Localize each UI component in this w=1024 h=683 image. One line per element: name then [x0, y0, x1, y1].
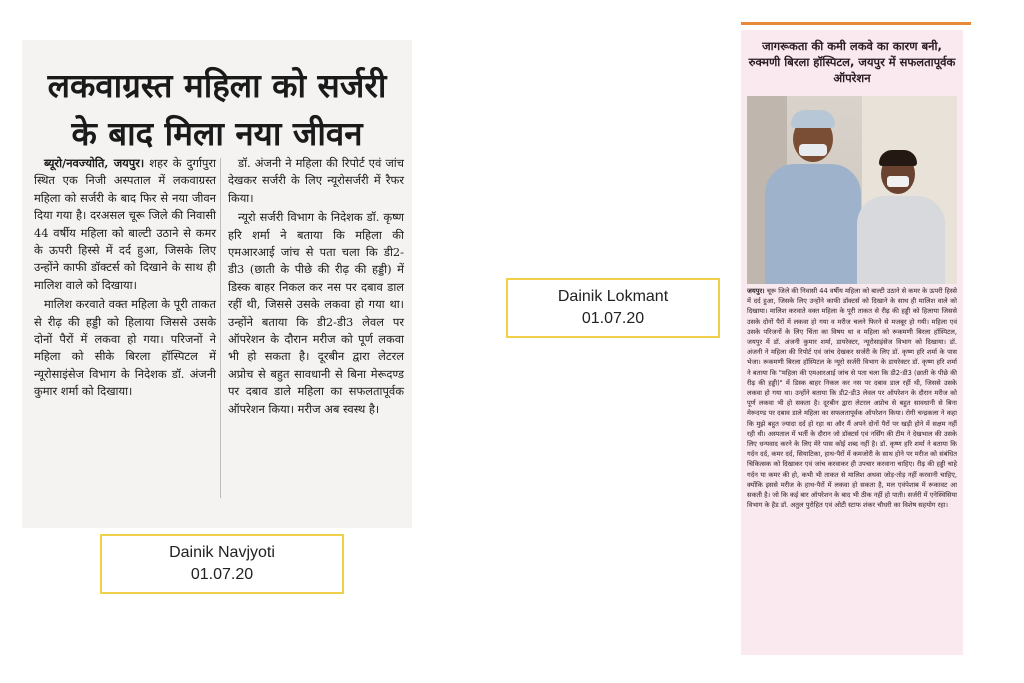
- news-clipping-lokmant: [741, 30, 963, 655]
- patient-hair: [879, 150, 917, 166]
- news-clipping-navjyoti: [22, 40, 412, 528]
- article-body: [747, 286, 957, 648]
- article-paragraph: ब्यूरो/नवज्योति, जयपुर। शहर के दुर्गापुरा स्थित एक निजी अस्पताल में लकवाग्रस्त महिला को सर्जरी के बाद फिर से नया जीवन दिया गया है। दरअसल चूरू जिले की निवासी 44 वर्षीय महिला को बाल्टी उठाने से कमर के ऊपरी हिस्से में दर्द हुआ, जिसके लिए उन्होंने काफी डॉक्टर्स को दिखाने के साथ ही मालिश वाले को दिखाया।: [34, 156, 217, 292]
- clipping-headline: जागरूकता की कमी लकवे का कारण बनी, रुक्मणी बिरला हॉस्पिटल, जयपुर में सफलतापूर्वक ऑपरेशन: [748, 39, 956, 85]
- source-label-navjyoti: [100, 534, 344, 594]
- article-column-2: [228, 155, 404, 420]
- source-date: 01.07.20: [190, 566, 254, 583]
- headline-line-2: के बाद मिला नया जीवन: [71, 114, 363, 153]
- doctor-mask: [799, 144, 827, 156]
- headline-line-1: लकवाग्रस्त महिला को सर्जरी: [47, 66, 387, 105]
- dateline: जयपुर।: [747, 287, 765, 295]
- article-column-1: [34, 155, 216, 403]
- dateline: ब्यूरो/नवज्योति, जयपुर।: [44, 156, 145, 170]
- article-paragraph: डॉ. अंजनी ने महिला की रिपोर्ट एवं जांच देखकर सर्जरी के लिए न्यूरोसर्जरी में रैफर किया।: [228, 156, 404, 205]
- article-paragraph: मालिश करवाते वक्त महिला के पूरी ताकत से रीढ़ की हड्डी को हिलाया जिससे उसके दोनों पैरों में लकवा हो गया। परिजनों ने महिला को सीके बिरला हॉस्पिटल में न्यूरोसाइंसेज विभाग के निदेशक डॉ. अंजनी कुमार शर्मा को दिखाया।: [34, 297, 217, 399]
- patient-mask: [887, 176, 909, 187]
- news-photo: [747, 96, 957, 284]
- surgical-cap: [791, 110, 835, 128]
- column-divider: [220, 158, 221, 498]
- doctor-figure: [765, 164, 861, 284]
- source-date: 01.07.20: [581, 310, 645, 327]
- accent-rule: [741, 22, 971, 25]
- source-label-lokmant: [506, 278, 720, 338]
- source-name: Dainik Navjyoti: [169, 544, 275, 561]
- article-paragraph: जयपुर। चूरू जिले की निवासी 44 वर्षीय महिला को बाल्टी उठाने से कमर के ऊपरी हिस्से में दर्द हुआ, जिसके लिए उन्होंने काफी डॉक्टर्स को दिखाने के साथ ही मालिश वाले को दिखाया। मालिश करवाते वक्त महिला के पूरी ताकत से रीढ़ की हड्डी को हिलाया जिससे उसके दोनों पैरों में लकवा हो गया व मरीज चलने फिरने से मजबूर हो गयी। महिला एवं उसके परिजनों के लिए चिंता का विषय था व महिला को रूकमणी बिरला हॉस्पिटल, जयपुर में डॉ. अंजनी कुमार शर्मा, डायरेक्टर, न्यूरोसाइंसेज विभाग को दिखाया। डॉ. अंजनी ने महिला की रिपोर्ट एवं जांच देखकर सर्जरी के लिए डॉ. कृष्ण हरि शर्मा के पास भेजा। रूकमणी बिरला हॉस्पिटल के न्यूरो सर्जरी विभाग के डायरेक्टर डॉ. कृष्ण हरि शर्मा ने बताया कि "महिला की एमआरआई जांच से पता चला कि डी2-डी3 (छाती के पीछे की रीढ़ की हड्डी)" में डिस्क बाहर निकल कर नस पर दबाव डाल रहीं थी, जिससे उसके लकवा हो गया था। उन्होंने बताया कि डी2-डी3 लेवल पर ऑपरेशन के दौरान मरीज को पूर्ण लकवा भी हो सकता है। दूरबीन द्वारा लेटरल अप्रोच से बहुत सावधानी से बिना मेरूदण्ड पर दबाव डाले महिला का सफलतापूर्वक ऑपरेशन किया। रोगी चन्द्रकला ने कहा कि मुझे बहुत ज्यादा दर्द हो रहा था और मैं अपने दोनों पैरों पर खड़ी होने में सक्षम नहीं रही थी। अस्पताल में भर्ती के दौरान जो डॉक्टर्स एवं नर्सिंग की टीम ने देखभाल की उसके लिए धन्यवाद करने के लिए मेरे पास कोई शब्द नहीं है। डॉ. कृष्ण हरि शर्मा ने बताया कि गर्दन दर्द, कमर दर्द, सियाटिका, हाथ-पैरों में कमजोरी के साथ होने पर मरीज को संबंधित चिकित्सक को दिखाकर एवं जांच करवाकर ही उपचार करवाना चाहिए। रीढ़ की हड्डी चाहे गर्दन या कमर की हो, कभी भी ताकत से मालिश अथवा जोड़-तोड़ नहीं करवानी चाहिए, क्योंकि इससे मरीज के हाथ-पैरों में लकवा हो सकता है, मल एवंपेशाब में रूकावट आ सकती है। जो कि कई बार ऑपरेशन के बाद भी ठीक नहीं हो पाती। सर्जरी में एनेस्थिसिया विभाग के हैड डॉ. अतुल पुरोहित एवं ओटी स्टाफ शंकर चौधरी का विशेष सहयोग रहा।: [747, 287, 957, 510]
- clipping-headline: [22, 62, 412, 158]
- patient-figure: [857, 196, 945, 284]
- source-name: Dainik Lokmant: [557, 288, 669, 305]
- article-paragraph: न्यूरो सर्जरी विभाग के निदेशक डॉ. कृष्ण हरि शर्मा ने बताया कि महिला की एमआरआई जांच से पता चला कि डी2-डी3 (छाती के पीछे की रीढ़ की हड्डी) में डिस्क बाहर निकल कर नस पर दबाव डाल रहीं थी, जिससे उसके लकवा हो गया था। उन्होंने बताया कि डी2-डी3 लेवल पर ऑपरेशन के दौरान मरीज को पूर्ण लकवा भी हो सकता है। दूरबीन द्वारा लेटरल अप्रोच से बहुत सावधानी से बिना मेरूदण्ड पर दबाव डाले महिला का सफलतापूर्वक ऑपरेशन किया। मरीज अब स्वस्थ है।: [228, 210, 404, 416]
